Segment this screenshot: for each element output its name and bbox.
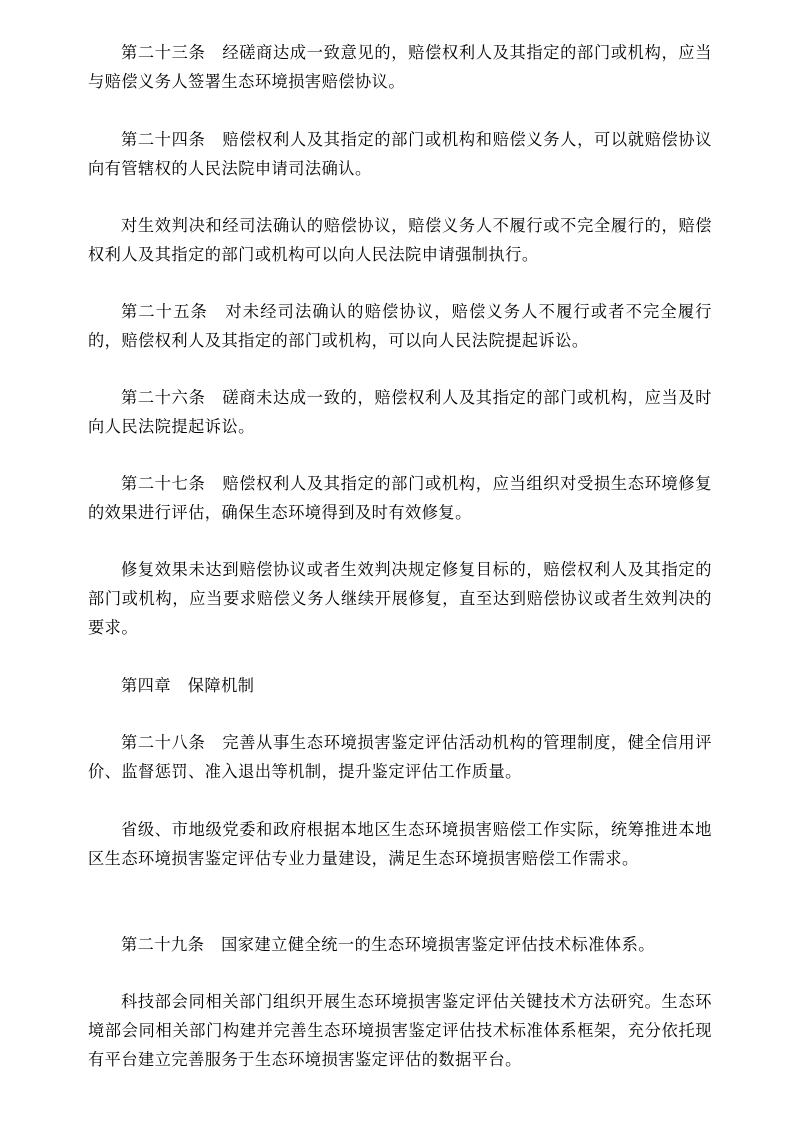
article-29-research: 科技部会同相关部门组织开展生态环境损害鉴定评估关键技术方法研究。生态环境部会同相关部门构建并完善生态环境损害鉴定评估技术标准体系框架，充分依托现有平台建立完善服务于生态环境损害鉴定评估的数据平台。 [88,992,712,1069]
article-26: 第二十六条 磋商未达成一致的，赔偿权利人及其指定的部门或机构，应当及时向人民法院提起诉讼。 [88,388,712,436]
article-24-enforcement: 对生效判决和经司法确认的赔偿协议，赔偿义务人不履行或不完全履行的，赔偿权利人及其指定的部门或机构可以向人民法院申请强制执行。 [88,216,712,264]
article-27-repair: 修复效果未达到赔偿协议或者生效判决规定修复目标的，赔偿权利人及其指定的部门或机构，应当要求赔偿义务人继续开展修复，直至达到赔偿协议或者生效判决的要求。 [88,560,712,637]
article-29: 第二十九条 国家建立健全统一的生态环境损害鉴定评估技术标准体系。 [121,935,655,954]
chapter-4-heading: 第四章 保障机制 [121,676,255,695]
article-28: 第二十八条 完善从事生态环境损害鉴定评估活动机构的管理制度，健全信用评价、监督惩罚、准入退出等机制，提升鉴定评估工作质量。 [88,733,712,781]
article-25: 第二十五条 对未经司法确认的赔偿协议，赔偿义务人不履行或者不完全履行的，赔偿权利人及其指定的部门或机构，可以向人民法院提起诉讼。 [88,302,712,350]
article-27: 第二十七条 赔偿权利人及其指定的部门或机构，应当组织对受损生态环境修复的效果进行评估，确保生态环境得到及时有效修复。 [88,474,712,522]
article-28-provincial: 省级、市地级党委和政府根据本地区生态环境损害赔偿工作实际，统筹推进本地区生态环境损害鉴定评估专业力量建设，满足生态环境损害赔偿工作需求。 [88,820,712,868]
article-24: 第二十四条 赔偿权利人及其指定的部门或机构和赔偿义务人，可以就赔偿协议向有管辖权的人民法院申请司法确认。 [88,130,712,178]
article-23: 第二十三条 经磋商达成一致意见的，赔偿权利人及其指定的部门或机构，应当与赔偿义务人签署生态环境损害赔偿协议。 [88,43,712,91]
